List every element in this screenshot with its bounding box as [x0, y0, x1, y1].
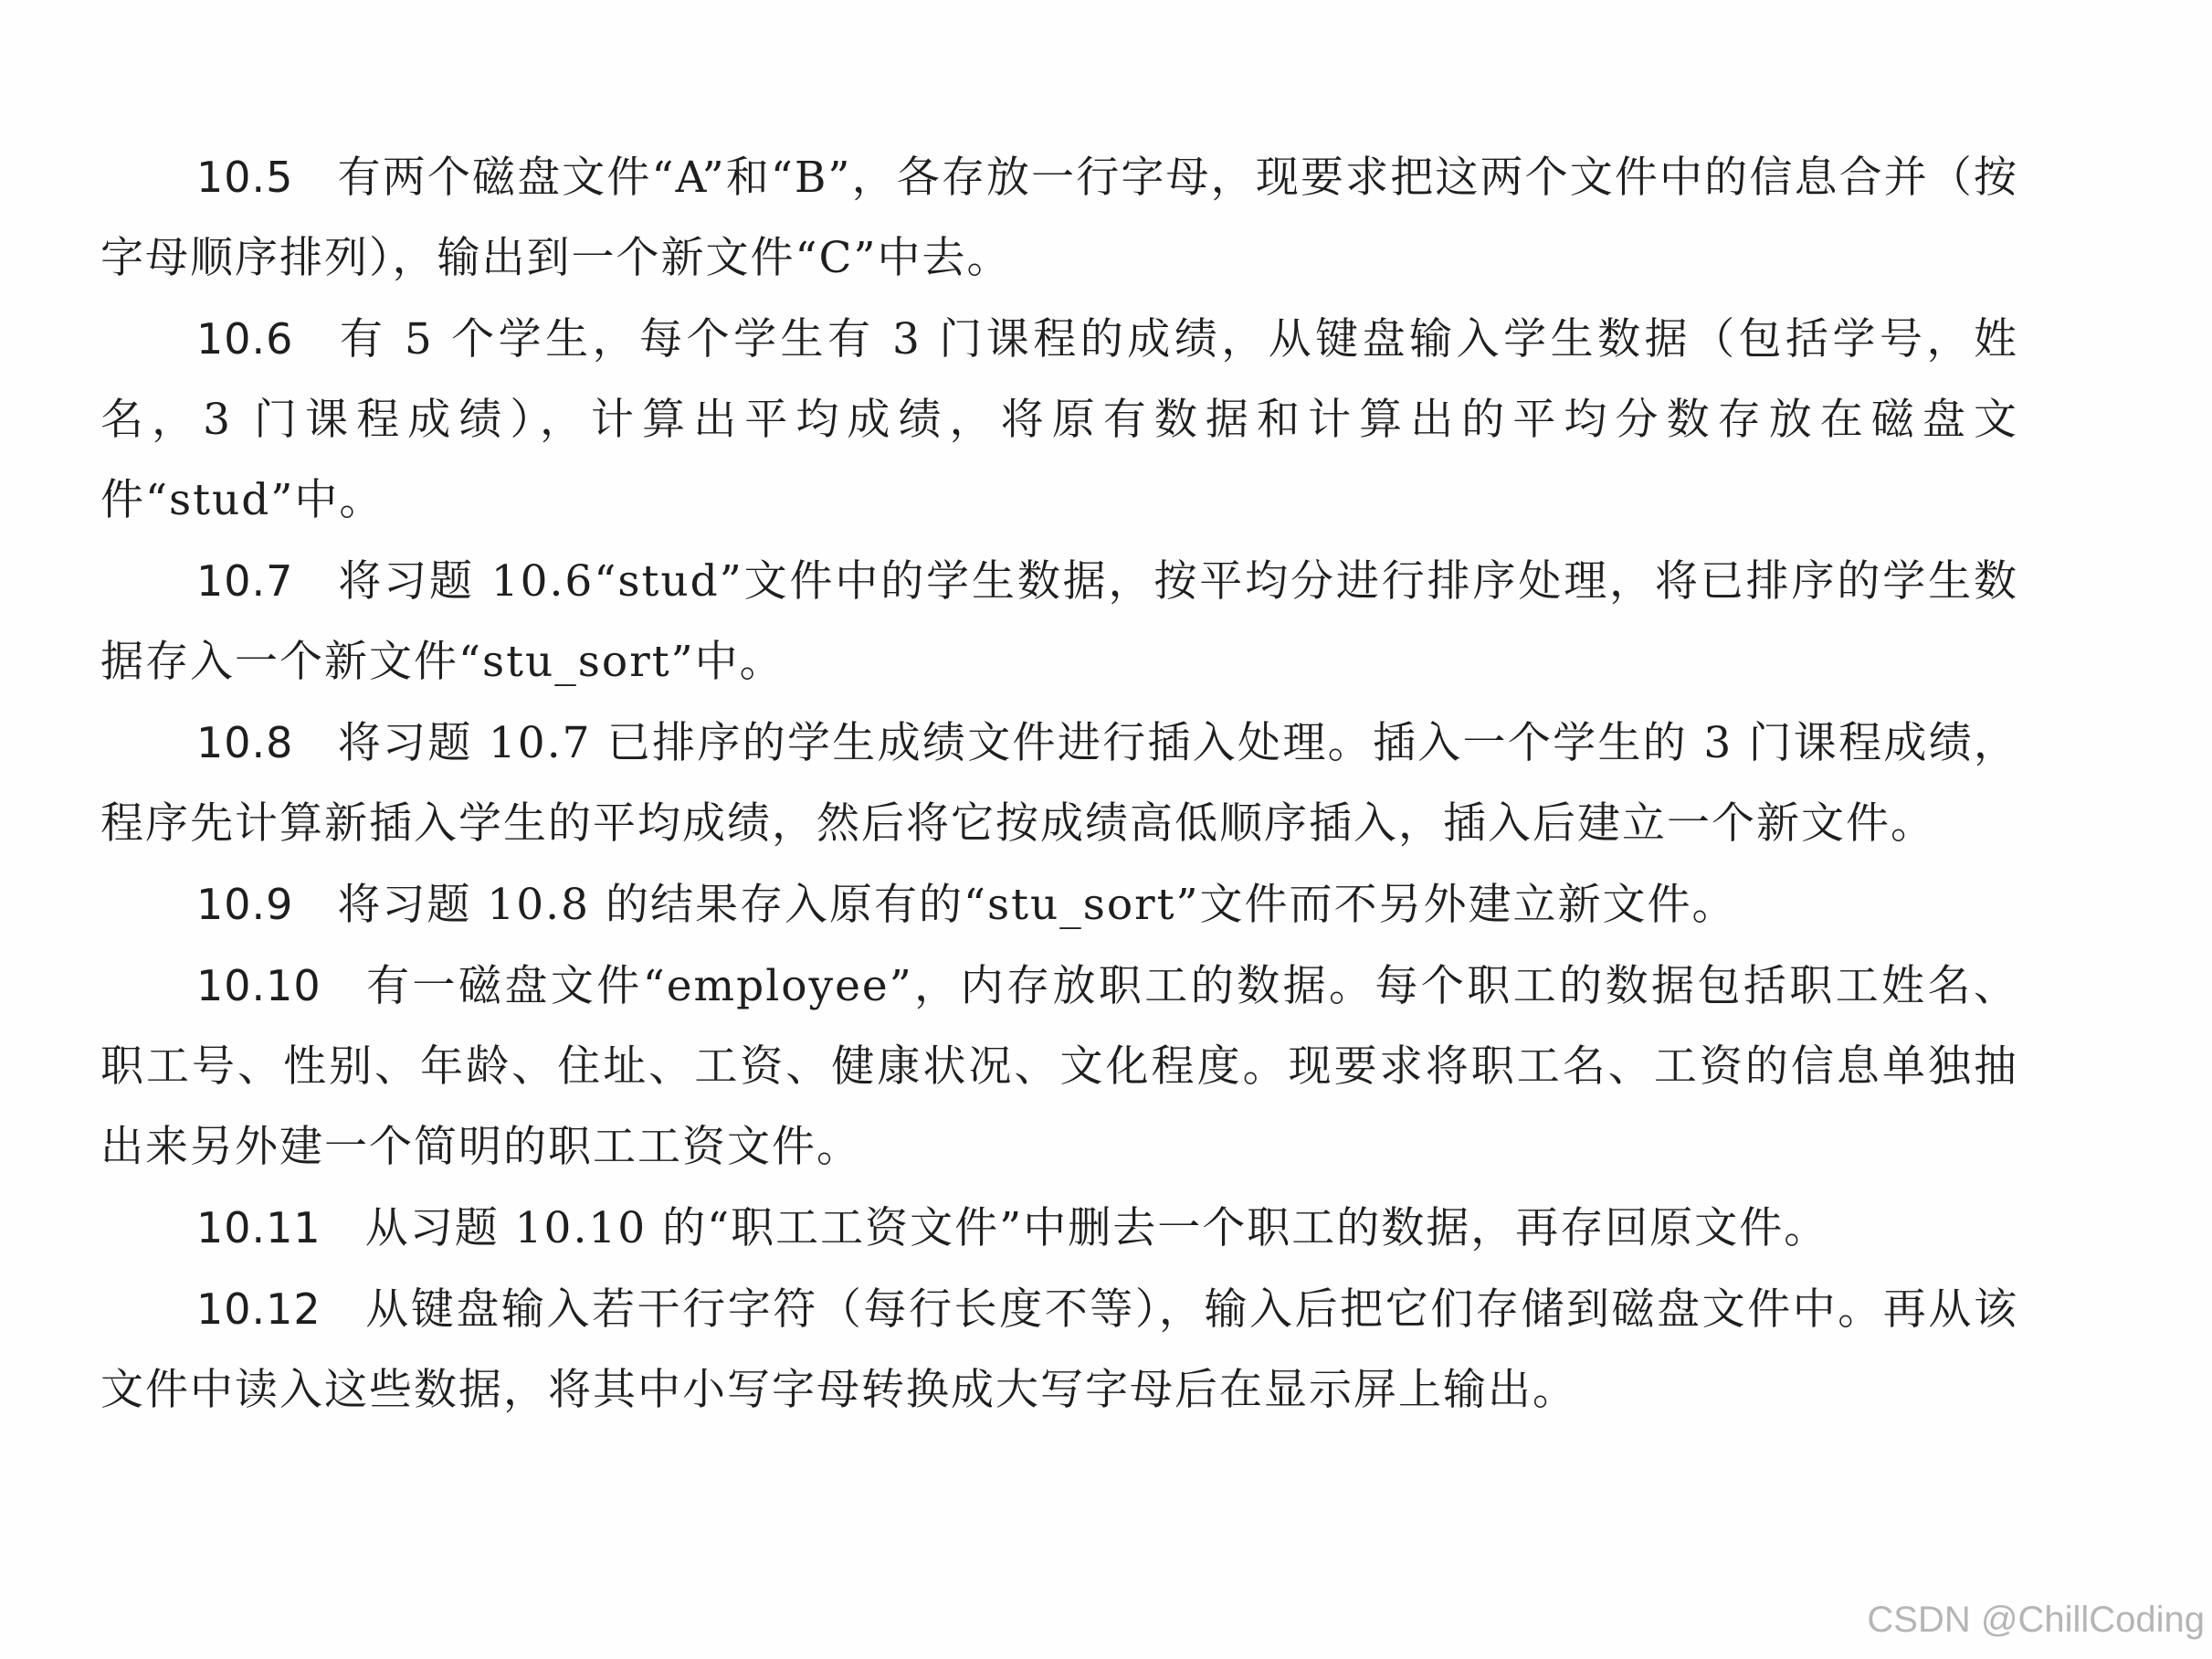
exercise-item [100, 137, 2018, 299]
exercise-text: 从键盘输入若干行字符（每行长度不等），输入后把它们存储到磁盘文件中。再从该文件中读入这些数据，将其中小写字母转换成大写字母后在显示屏上输出。 [100, 1284, 2018, 1415]
exercise-number: 10.12 [196, 1284, 321, 1334]
exercise-item [100, 864, 2018, 946]
exercise-item [100, 946, 2018, 1188]
exercise-item [100, 541, 2018, 703]
exercise-text: 将习题 10.6“stud”文件中的学生数据，按平均分进行排序处理，将已排序的学生数据存入一个新文件“stu_sort”中。 [100, 556, 2018, 687]
exercise-text: 有两个磁盘文件“A”和“B”，各存放一行字母，现要求把这两个文件中的信息合并（按字母顺序排列），输出到一个新文件“C”中去。 [100, 153, 2018, 283]
exercise-text: 从习题 10.10 的“职工工资文件”中删去一个职工的数据，再存回原文件。 [364, 1203, 1829, 1253]
exercise-number: 10.10 [196, 961, 321, 1010]
exercise-number: 10.8 [196, 718, 294, 767]
exercise-text: 将习题 10.7 已排序的学生成绩文件进行插入处理。插入一个学生的 3 门课程成绩，程序先计算新插入学生的平均成绩，然后将它按成绩高低顺序插入，插入后建立一个新文件。 [100, 718, 2018, 849]
watermark: CSDN @ChillCoding [1867, 1600, 2205, 1640]
exercise-text: 有 5 个学生，每个学生有 3 门课程的成绩，从键盘输入学生数据（包括学号，姓名，3 门课程成绩），计算出平均成绩，将原有数据和计算出的平均分数存放在磁盘文件“stud”中。 [100, 314, 2018, 525]
exercise-item [100, 299, 2018, 541]
exercise-number: 10.5 [196, 153, 294, 202]
exercise-number: 10.11 [196, 1203, 321, 1252]
exercise-number: 10.6 [196, 314, 294, 364]
exercise-number: 10.7 [196, 556, 294, 606]
exercise-item [100, 1269, 2018, 1431]
exercise-list [100, 137, 2018, 1431]
exercise-text: 有一磁盘文件“employee”，内存放职工的数据。每个职工的数据包括职工姓名、职工号、性别、年龄、住址、工资、健康状况、文化程度。现要求将职工名、工资的信息单独抽出来另外建一个简明的职工工资文件。 [100, 961, 2019, 1172]
exercise-text: 将习题 10.8 的结果存入原有的“stu_sort”文件而不另外建立新文件。 [337, 880, 1737, 930]
exercise-item [100, 703, 2018, 864]
exercise-item [100, 1188, 2018, 1269]
exercise-number: 10.9 [196, 880, 294, 929]
